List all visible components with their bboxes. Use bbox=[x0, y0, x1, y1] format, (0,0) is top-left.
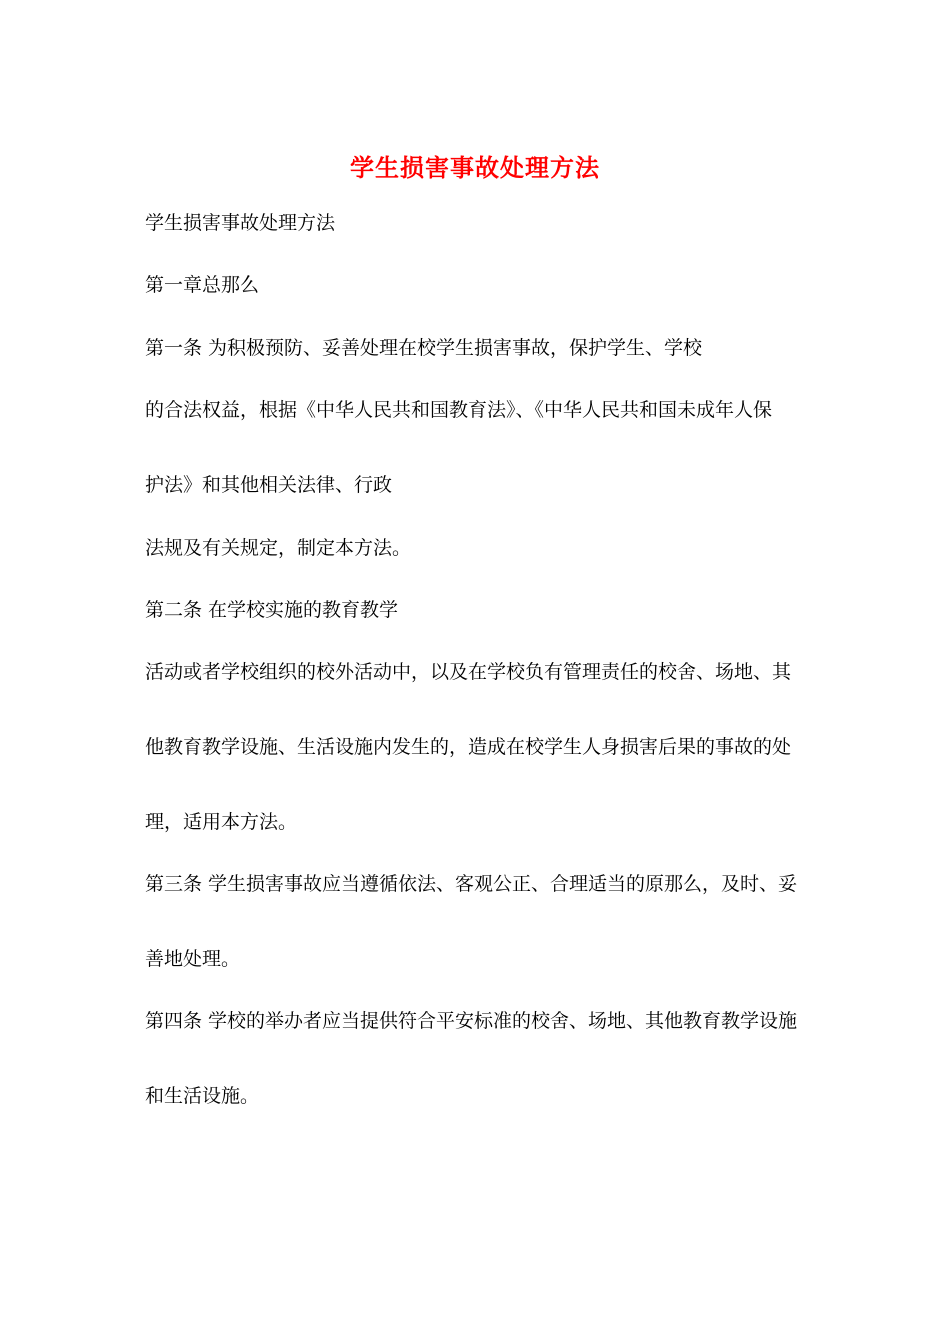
body-line-article-2b: 活动或者学校组织的校外活动中，以及在学校负有管理责任的校舍、场地、其 bbox=[145, 661, 792, 683]
body-line-article-1c: 护法》和其他相关法律、行政 bbox=[145, 474, 393, 496]
body-line-article-1b: 的合法权益，根据《中华人民共和国教育法》、《中华人民共和国未成年人保 bbox=[145, 399, 773, 421]
body-line-article-2a: 第二条 在学校实施的教育教学 bbox=[145, 599, 399, 621]
body-line-subtitle: 学生损害事故处理方法 bbox=[145, 212, 336, 234]
body-line-article-2c: 他教育教学设施、生活设施内发生的，造成在校学生人身损害后果的事故的处 bbox=[145, 736, 792, 758]
body-line-article-1a: 第一条 为积极预防、妥善处理在校学生损害事故，保护学生、学校 bbox=[145, 337, 703, 359]
body-line-article-1d: 法规及有关规定，制定本方法。 bbox=[145, 537, 412, 559]
body-line-article-4b: 和生活设施。 bbox=[145, 1085, 260, 1107]
body-line-article-3a: 第三条 学生损害事故应当遵循依法、客观公正、合理适当的原那么，及时、妥 bbox=[145, 873, 798, 895]
body-line-chapter-1: 第一章总那么 bbox=[145, 274, 260, 296]
body-line-article-4a: 第四条 学校的举办者应当提供符合平安标准的校舍、场地、其他教育教学设施 bbox=[145, 1010, 798, 1032]
document-title: 学生损害事故处理方法 bbox=[350, 154, 600, 182]
body-line-article-3b: 善地处理。 bbox=[145, 948, 241, 970]
body-line-article-2d: 理，适用本方法。 bbox=[145, 811, 298, 833]
